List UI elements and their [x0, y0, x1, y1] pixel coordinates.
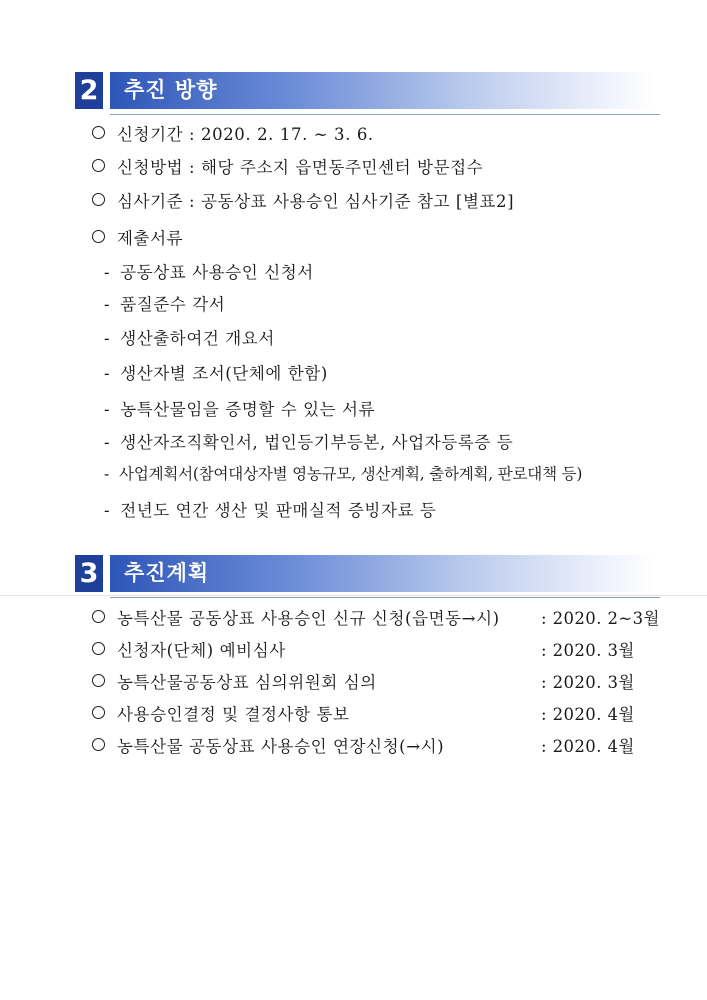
dash-bullet-icon: - [104, 364, 111, 383]
circle-bullet-icon [92, 738, 105, 751]
section-2-title: 추진 방향 [124, 77, 218, 102]
document-list-item: - 전년도 연간 생산 및 판매실적 증빙자료 등 [104, 501, 437, 520]
schedule-item: 신청자(단체) 예비심사 [92, 637, 286, 661]
circle-bullet-icon [92, 674, 105, 687]
document-list-item: - 공동상표 사용승인 신청서 [104, 263, 314, 282]
circle-bullet-icon [92, 610, 105, 623]
section-2-header [75, 69, 655, 111]
bullet-item-review-criteria: 심사기준 : 공동상표 사용승인 심사기준 참고 [별표2] [92, 188, 514, 212]
dash-bullet-icon: - [104, 400, 111, 419]
circle-bullet-icon [92, 706, 105, 719]
section-3-header [75, 552, 655, 594]
dash-bullet-icon: - [104, 501, 111, 520]
document-list-item: - 품질준수 각서 [104, 295, 226, 314]
schedule-item: 농특산물 공동상표 사용승인 신규 신청(읍면동→시) [92, 605, 500, 629]
bullet-item-application-period: 신청기간 : 2020. 2. 17. ~ 3. 6. [92, 121, 374, 145]
schedule-item-date: : 2020. 3월 [541, 673, 635, 692]
dash-bullet-icon: - [104, 295, 111, 314]
document-list-item: - 생산자별 조서(단체에 한함) [104, 364, 328, 383]
section-3-title-bar [110, 555, 655, 592]
schedule-item: 농특산물 공동상표 사용승인 연장신청(→시) [92, 733, 444, 757]
schedule-item-date: : 2020. 4월 [541, 705, 635, 724]
bullet-item-required-documents: 제출서류 [92, 225, 183, 249]
schedule-item: 농특산물공동상표 심의위원회 심의 [92, 669, 377, 693]
document-list-item: - 사업계획서(참여대상자별 영농규모, 생산계획, 출하계획, 판로대책 등) [104, 465, 583, 483]
section-3-number: 3 [75, 555, 103, 592]
circle-bullet-icon [92, 230, 105, 243]
circle-bullet-icon [92, 642, 105, 655]
dash-bullet-icon: - [104, 433, 111, 452]
schedule-item-date: : 2020. 2~3월 [541, 609, 660, 628]
document-list-item: - 생산자조직확인서, 법인등기부등본, 사업자등록증 등 [104, 433, 514, 452]
section-2-number: 2 [75, 72, 103, 109]
circle-bullet-icon [92, 193, 105, 206]
document-list-item: - 농특산물임을 증명할 수 있는 서류 [104, 400, 376, 419]
dash-bullet-icon: - [104, 329, 111, 348]
schedule-item-date: : 2020. 4월 [541, 737, 635, 756]
bullet-item-application-method: 신청방법 : 해당 주소지 읍면동주민센터 방문접수 [92, 154, 483, 178]
schedule-item: 사용승인결정 및 결정사항 통보 [92, 701, 350, 725]
section-2-title-bar [110, 72, 655, 109]
schedule-item-date: : 2020. 3월 [541, 641, 635, 660]
circle-bullet-icon [92, 126, 105, 139]
document-list-item: - 생산출하여건 개요서 [104, 329, 275, 348]
dash-bullet-icon: - [104, 465, 110, 483]
dash-bullet-icon: - [104, 263, 111, 282]
circle-bullet-icon [92, 159, 105, 172]
section-3-title: 추진계획 [124, 560, 210, 585]
